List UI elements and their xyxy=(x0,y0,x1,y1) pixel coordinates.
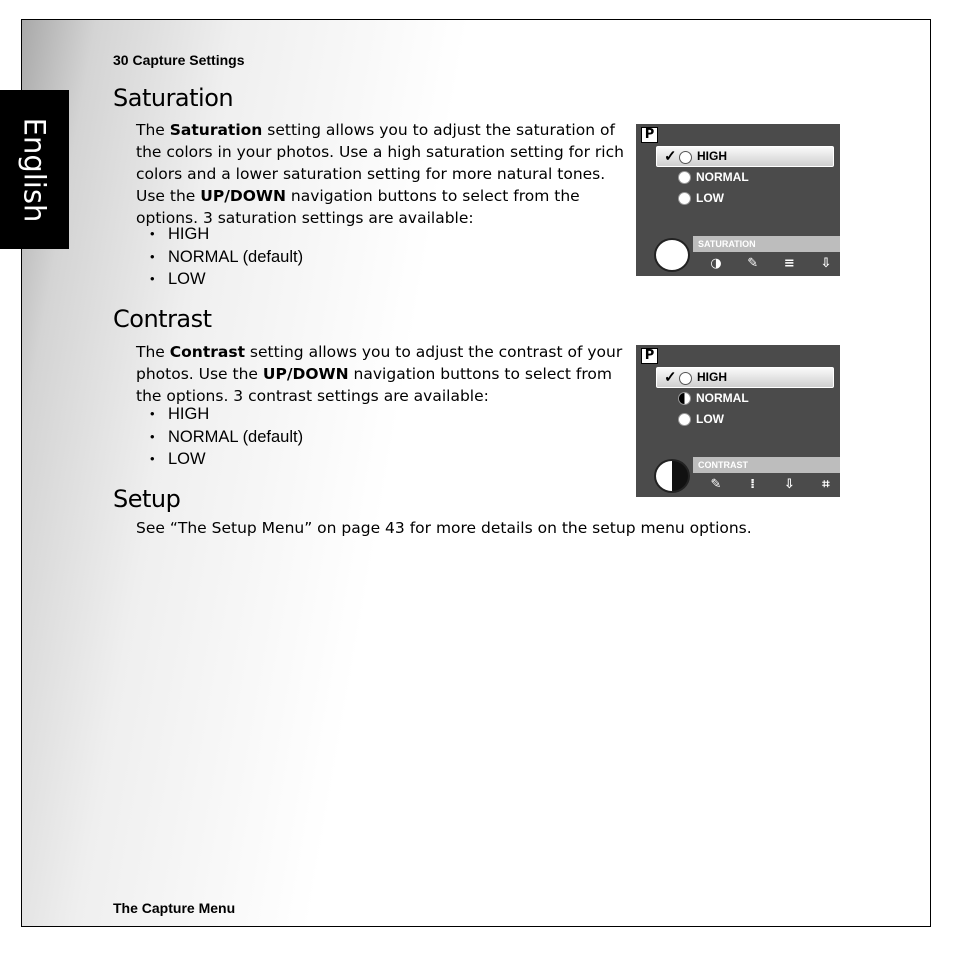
contrast-option-high[interactable] xyxy=(656,367,834,388)
menu-tab-icons xyxy=(706,256,836,271)
contrast-large-icon xyxy=(654,459,690,493)
saturation-term: Saturation xyxy=(169,121,263,139)
option-label: NORMAL xyxy=(696,170,749,184)
saturation-paragraph xyxy=(136,119,628,229)
saturation-menu xyxy=(656,146,834,209)
contrast-heading: Contrast xyxy=(113,305,212,333)
grid-icon[interactable]: ⁞ xyxy=(750,477,756,492)
contrast-lcd-screen xyxy=(636,345,840,497)
saturation-buttons: UP/DOWN xyxy=(200,187,286,205)
contrast-buttons: UP/DOWN xyxy=(262,365,349,383)
contrast-low-icon xyxy=(678,413,691,426)
saturation-heading: Saturation xyxy=(113,84,234,112)
focus-frame-icon[interactable]: ⌗ xyxy=(822,477,830,492)
language-tab xyxy=(0,90,69,249)
option-label: HIGH xyxy=(697,370,727,384)
program-mode-icon: P xyxy=(641,348,658,364)
download-icon[interactable]: ⇩ xyxy=(820,256,832,271)
contrast-normal-icon xyxy=(678,392,691,405)
option-label: LOW xyxy=(696,412,724,426)
list-item: • NORMAL (default) xyxy=(136,426,303,449)
menu-tab-icons xyxy=(706,477,836,492)
contrast-text-1: The xyxy=(136,343,170,361)
saturation-option-low[interactable] xyxy=(656,188,834,209)
check-icon: ✓ xyxy=(664,148,677,165)
setup-heading: Setup xyxy=(113,485,181,513)
list-item: • HIGH xyxy=(136,403,303,426)
list-item: • NORMAL (default) xyxy=(136,246,303,269)
contrast-option-normal[interactable] xyxy=(656,388,834,409)
saturation-text-1: The xyxy=(136,121,170,139)
program-mode-icon: P xyxy=(641,127,658,143)
saturation-lcd-screen xyxy=(636,124,840,276)
wrench-icon[interactable]: ✎ xyxy=(710,477,722,492)
saturation-options-list xyxy=(136,223,303,291)
saturation-option-normal[interactable] xyxy=(656,167,834,188)
contrast-text-2: setting allows you to adjust the contrast of your photos. Use the xyxy=(136,343,623,383)
contrast-high-icon xyxy=(679,372,692,385)
saturation-text-3: navigation buttons to select from the options. 3 saturation settings are available: xyxy=(136,187,580,227)
saturation-low-icon xyxy=(678,192,691,205)
contrast-options-list xyxy=(136,403,303,471)
download-icon[interactable]: ⇩ xyxy=(783,477,795,492)
menu-list-icon[interactable]: ≡ xyxy=(783,256,795,271)
saturation-normal-icon xyxy=(678,171,691,184)
language-tab-label: English xyxy=(17,117,52,222)
contrast-menu xyxy=(656,367,834,430)
option-label: NORMAL xyxy=(696,391,749,405)
menu-title-bar: CONTRAST xyxy=(693,457,840,473)
contrast-paragraph xyxy=(136,341,628,407)
list-item: • LOW xyxy=(136,268,303,291)
contrast-option-low[interactable] xyxy=(656,409,834,430)
contrast-term: Contrast xyxy=(169,343,245,361)
page-footer: The Capture Menu xyxy=(113,900,236,916)
saturation-option-high[interactable] xyxy=(656,146,834,167)
saturation-high-icon xyxy=(679,151,692,164)
check-icon: ✓ xyxy=(664,369,677,386)
list-item: • LOW xyxy=(136,448,303,471)
contrast-icon[interactable]: ◑ xyxy=(710,256,722,271)
saturation-large-icon xyxy=(654,238,690,272)
setup-paragraph: See “The Setup Menu” on page 43 for more details on the setup menu options. xyxy=(136,519,752,537)
option-label: LOW xyxy=(696,191,724,205)
saturation-text-2: setting allows you to adjust the saturation of the colors in your photos. Use a high saturation setting for rich colors and a lower saturation setting for more natural tones. Use the xyxy=(136,121,624,205)
menu-title-bar: SATURATION xyxy=(693,236,840,252)
list-item: • HIGH xyxy=(136,223,303,246)
option-label: HIGH xyxy=(697,149,727,163)
page-header: 30 Capture Settings xyxy=(113,52,245,68)
wrench-icon[interactable]: ✎ xyxy=(747,256,759,271)
contrast-text-3: navigation buttons to select from the options. 3 contrast settings are available: xyxy=(136,365,612,405)
